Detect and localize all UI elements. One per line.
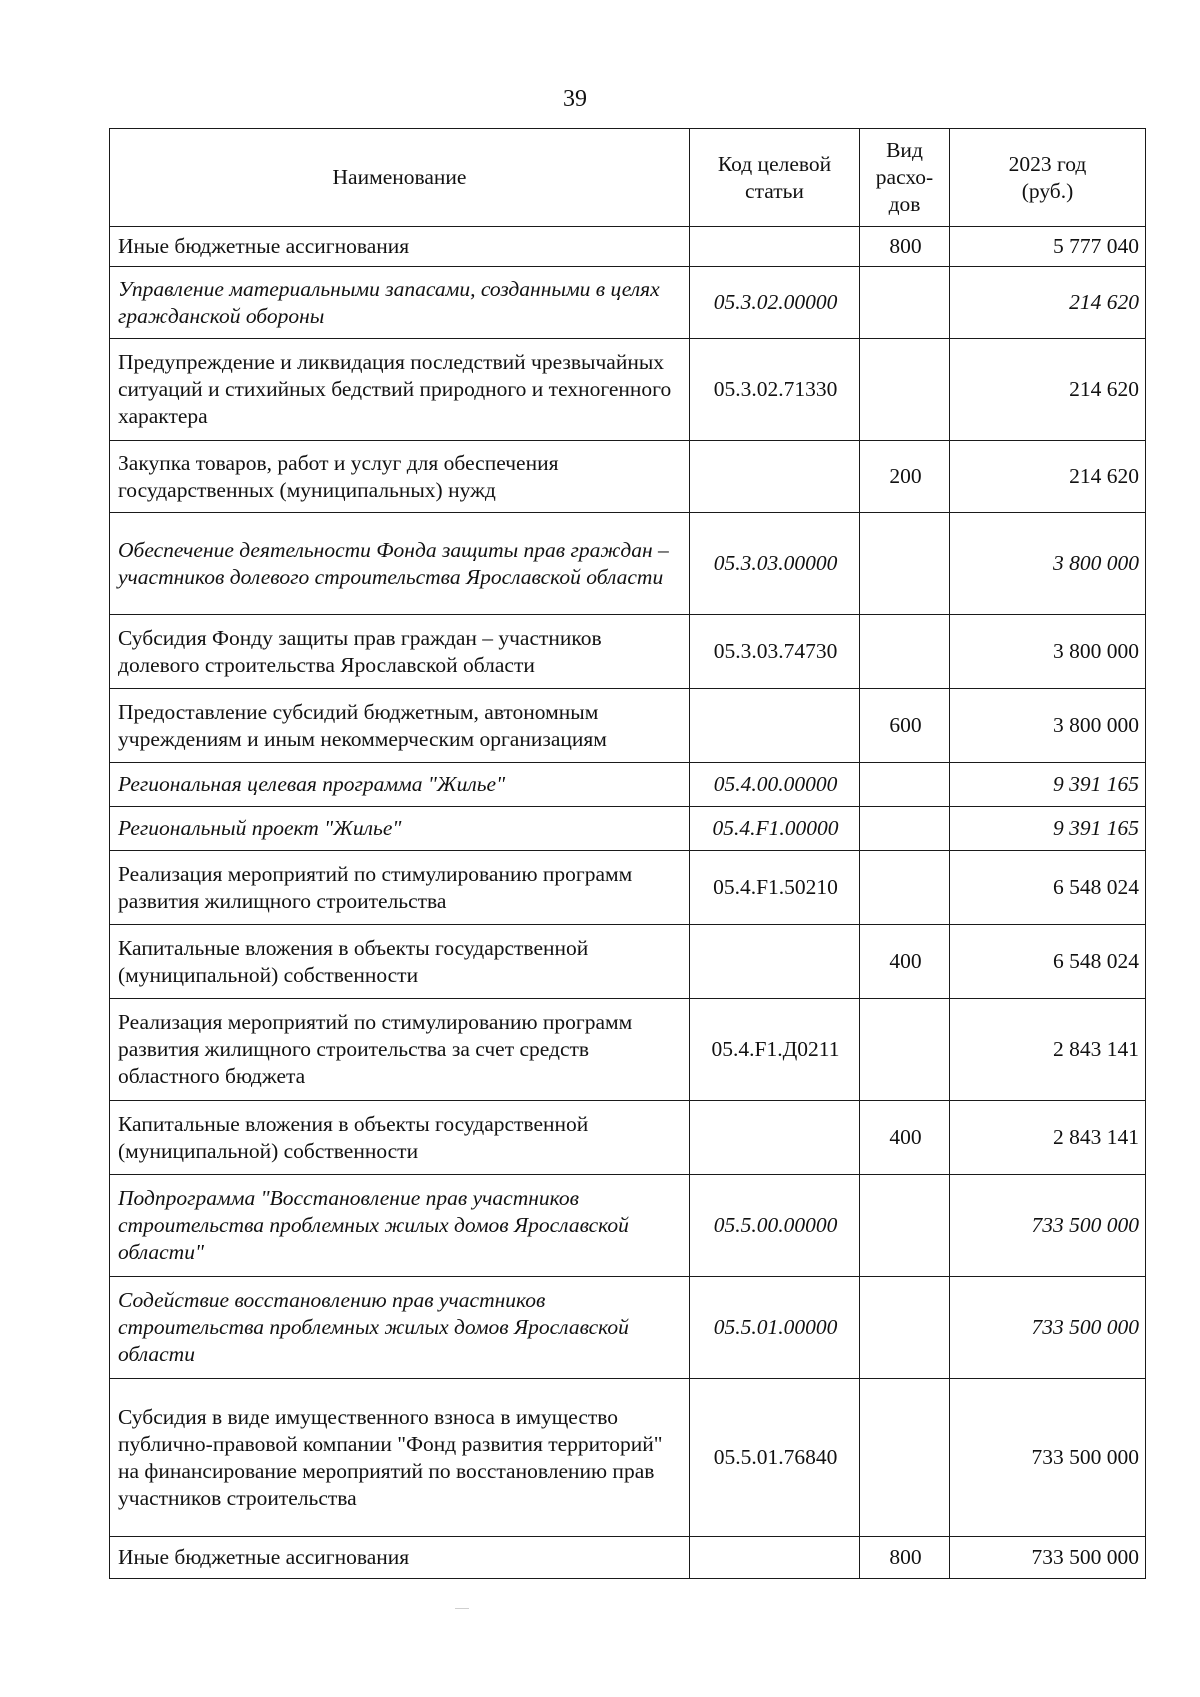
row-type <box>860 1379 950 1537</box>
row-code: 05.4.F1.00000 <box>690 807 860 851</box>
row-name: Управление материальными запасами, созданными в целях гражданской обороны <box>110 267 690 339</box>
row-code: 05.4.00.00000 <box>690 763 860 807</box>
table-row <box>110 999 1146 1101</box>
header-type <box>860 129 950 227</box>
row-type <box>860 1277 950 1379</box>
budget-table <box>109 128 1146 1579</box>
table-row <box>110 689 1146 763</box>
row-sum: 214 620 <box>950 441 1146 513</box>
row-type: 400 <box>860 925 950 999</box>
header-code-line2: статьи <box>745 178 804 203</box>
header-sum-line2: (руб.) <box>1021 178 1074 203</box>
header-type-line3: дов <box>888 192 921 216</box>
table-row <box>110 807 1146 851</box>
table-body <box>110 227 1146 1579</box>
header-sum <box>950 129 1146 227</box>
table-row <box>110 513 1146 615</box>
row-type <box>860 851 950 925</box>
row-name: Иные бюджетные ассигнования <box>110 227 690 267</box>
row-name: Предоставление субсидий бюджетным, автономным учреждениям и иным некоммерческим организациям <box>110 689 690 763</box>
row-type <box>860 763 950 807</box>
row-sum: 733 500 000 <box>950 1277 1146 1379</box>
row-name: Подпрограмма "Восстановление прав участников строительства проблемных жилых домов Ярославской области" <box>110 1175 690 1277</box>
row-type <box>860 615 950 689</box>
table-row <box>110 925 1146 999</box>
row-type <box>860 339 950 441</box>
header-code <box>690 129 860 227</box>
row-name: Обеспечение деятельности Фонда защиты прав граждан – участников долевого строительства Ярославской области <box>110 513 690 615</box>
header-sum-line1: 2023 год <box>1008 151 1087 176</box>
row-code: 05.4.F1.Д0211 <box>690 999 860 1101</box>
row-name: Иные бюджетные ассигнования <box>110 1537 690 1579</box>
row-name: Капитальные вложения в объекты государственной (муниципальной) собственности <box>110 925 690 999</box>
row-name: Реализация мероприятий по стимулированию программ развития жилищного строительства за счет средств областного бюджета <box>110 999 690 1101</box>
row-name: Субсидия в виде имущественного взноса в имущество публично-правовой компании "Фонд развития территорий" на финансирование мероприятий по восстановлению прав участников строительства <box>110 1379 690 1537</box>
row-type: 800 <box>860 227 950 267</box>
row-sum: 9 391 165 <box>950 763 1146 807</box>
row-code <box>690 227 860 267</box>
row-name: Реализация мероприятий по стимулированию программ развития жилищного строительства <box>110 851 690 925</box>
row-type: 600 <box>860 689 950 763</box>
row-code: 05.3.02.71330 <box>690 339 860 441</box>
row-sum: 6 548 024 <box>950 925 1146 999</box>
row-name: Закупка товаров, работ и услуг для обеспечения государственных (муниципальных) нужд <box>110 441 690 513</box>
table-row <box>110 1101 1146 1175</box>
row-code <box>690 1537 860 1579</box>
row-code: 05.4.F1.50210 <box>690 851 860 925</box>
row-code: 05.3.03.74730 <box>690 615 860 689</box>
row-type <box>860 1175 950 1277</box>
row-code <box>690 689 860 763</box>
header-name <box>110 129 690 227</box>
row-type: 800 <box>860 1537 950 1579</box>
table-row <box>110 763 1146 807</box>
row-sum: 733 500 000 <box>950 1175 1146 1277</box>
row-name: Капитальные вложения в объекты государственной (муниципальной) собственности <box>110 1101 690 1175</box>
row-type <box>860 267 950 339</box>
scan-mark <box>455 1608 469 1609</box>
row-code: 05.3.02.00000 <box>690 267 860 339</box>
table-row <box>110 1379 1146 1537</box>
row-sum: 6 548 024 <box>950 851 1146 925</box>
row-code <box>690 441 860 513</box>
header-name-label: Наименование <box>332 165 467 189</box>
row-sum: 214 620 <box>950 339 1146 441</box>
row-code: 05.3.03.00000 <box>690 513 860 615</box>
table-row <box>110 1175 1146 1277</box>
row-sum: 733 500 000 <box>950 1379 1146 1537</box>
row-type: 400 <box>860 1101 950 1175</box>
table-row <box>110 227 1146 267</box>
table-row <box>110 1277 1146 1379</box>
header-code-line1: Код целевой <box>717 151 832 176</box>
row-code <box>690 1101 860 1175</box>
page-number: 39 <box>563 86 587 112</box>
table-row <box>110 339 1146 441</box>
table-row <box>110 851 1146 925</box>
row-type <box>860 807 950 851</box>
row-sum: 3 800 000 <box>950 689 1146 763</box>
row-name: Субсидия Фонду защиты прав граждан – участников долевого строительства Ярославской области <box>110 615 690 689</box>
table-row <box>110 441 1146 513</box>
row-code: 05.5.01.00000 <box>690 1277 860 1379</box>
table-row <box>110 267 1146 339</box>
row-sum: 9 391 165 <box>950 807 1146 851</box>
table-row <box>110 615 1146 689</box>
row-sum: 5 777 040 <box>950 227 1146 267</box>
row-sum: 2 843 141 <box>950 999 1146 1101</box>
row-type: 200 <box>860 441 950 513</box>
table-row <box>110 1537 1146 1579</box>
row-type <box>860 513 950 615</box>
row-name: Предупреждение и ликвидация последствий чрезвычайных ситуаций и стихийных бедствий природного и техногенного характера <box>110 339 690 441</box>
row-type <box>860 999 950 1101</box>
row-sum: 3 800 000 <box>950 513 1146 615</box>
row-code <box>690 925 860 999</box>
row-sum: 2 843 141 <box>950 1101 1146 1175</box>
row-name: Содействие восстановлению прав участников строительства проблемных жилых домов Ярославской области <box>110 1277 690 1379</box>
header-type-line2: расхо- <box>875 165 934 189</box>
row-name: Региональный проект "Жилье" <box>110 807 690 851</box>
row-sum: 3 800 000 <box>950 615 1146 689</box>
row-code: 05.5.00.00000 <box>690 1175 860 1277</box>
header-type-line1: Вид <box>886 138 923 162</box>
row-sum: 733 500 000 <box>950 1537 1146 1579</box>
row-name: Региональная целевая программа "Жилье" <box>110 763 690 807</box>
row-sum: 214 620 <box>950 267 1146 339</box>
table-header-row <box>110 129 1146 227</box>
row-code: 05.5.01.76840 <box>690 1379 860 1537</box>
